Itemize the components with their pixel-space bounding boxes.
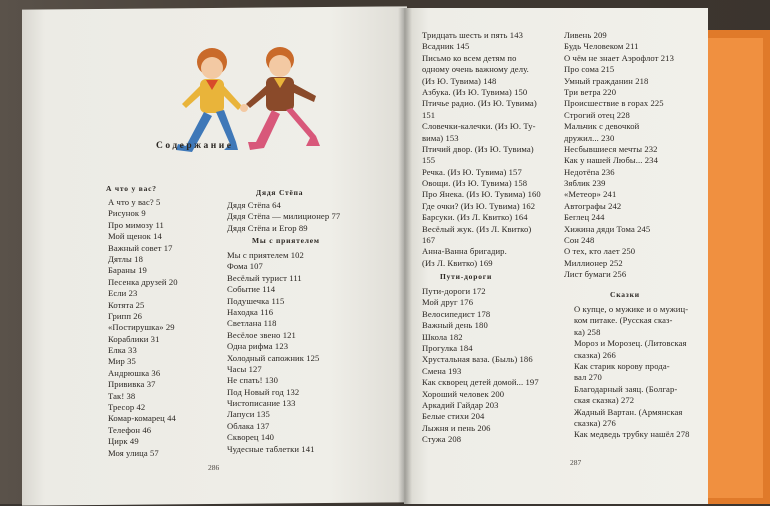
toc-entry: Дядя Стёпа — милиционер 77	[227, 211, 341, 222]
toc-entry: ком питаке. (Русская сказ-	[574, 315, 673, 326]
toc-entry: Прививка 37	[108, 379, 156, 390]
toc-entry: Подушечка 115	[227, 295, 285, 306]
toc-entry: Жадный Вартан. (Армянская	[574, 406, 683, 417]
toc-entry: Зяблик 239	[564, 178, 606, 189]
toc-entry: Лист бумаги 256	[564, 269, 627, 280]
toc-entry: А что у вас? 5	[108, 197, 161, 207]
toc-entry: Дядя Стёпа и Егор 89	[227, 222, 308, 233]
section-header-skazki: Сказки	[610, 290, 640, 299]
toc-entry: Овощи. (Из Ю. Тувима) 158	[422, 178, 528, 189]
toc-entry: «Постирушка» 29	[108, 322, 175, 333]
toc-entry: Всадник 145	[422, 41, 470, 52]
toc-entry: Если 23	[108, 288, 138, 299]
right-col1a-list	[422, 30, 541, 269]
toc-entry: Анна-Ванна бригадир.	[422, 246, 507, 257]
toc-entry: вал 270	[574, 372, 602, 383]
toc-entry: Про мимозу 11	[108, 219, 164, 230]
toc-entry: (Из Л. Квитко) 169	[422, 257, 493, 268]
toc-entry: Весёлое звено 121	[227, 329, 296, 340]
toc-entry: Пути-дороги 172	[422, 286, 486, 296]
toc-entry: Под Новый год 132	[227, 386, 300, 397]
toc-entry: Будь Человеком 211	[564, 41, 639, 52]
toc-entry: Моя улица 57	[108, 447, 159, 458]
toc-entry: Стужа 208	[422, 434, 462, 445]
toc-entry: 155	[422, 155, 436, 166]
toc-entry: Комар-комарец 44	[108, 413, 176, 424]
toc-entry: Рисунок 9	[108, 208, 146, 219]
toc-entry: Недотёпа 236	[564, 166, 615, 177]
toc-entry: Мальчик с девочкой	[564, 121, 640, 132]
toc-entry: Находка 116	[227, 306, 274, 317]
toc-entry: сказка) 276	[574, 417, 616, 428]
left-boy	[176, 48, 242, 152]
toc-entry: Важный совет 17	[108, 242, 173, 253]
toc-entry: Холодный сапожник 125	[227, 352, 320, 363]
toc-entry: Одна рифма 123	[227, 341, 289, 352]
toc-entry: Белые стихи 204	[422, 411, 485, 422]
toc-entry: Происшествие в горах 225	[564, 98, 664, 109]
toc-entry: Хороший человек 200	[422, 388, 505, 399]
toc-entry: Мы с приятелем 102	[227, 250, 304, 260]
toc-entry: Весёлый турист 111	[227, 272, 302, 283]
toc-entry: Не спать! 130	[227, 375, 279, 386]
toc-entry: сказка) 266	[574, 349, 616, 360]
toc-entry: Прогулка 184	[422, 342, 473, 353]
toc-entry: Котята 25	[108, 299, 145, 310]
toc-entry: Миллионер 252	[564, 257, 623, 268]
toc-entry: Птичье радио. (Из Ю. Тувима)	[422, 98, 537, 109]
contents-title: Содержание	[156, 141, 234, 151]
toc-entry: Письмо ко всем детям по	[422, 52, 517, 63]
toc-entry: Строгий отец 228	[564, 109, 630, 120]
toc-entry: О чём не знает Аэрофлот 213	[564, 52, 674, 63]
toc-entry: Азбука. (Из Ю. Тувима) 150	[422, 86, 528, 97]
toc-entry: Песенка друзей 20	[108, 276, 178, 287]
right-boy	[246, 47, 320, 150]
toc-entry: Мой друг 176	[422, 297, 474, 308]
toc-entry: Весёлый жук. (Из Л. Квитко)	[422, 223, 532, 234]
toc-entry: Фома 107	[227, 261, 263, 272]
toc-entry: Речка. (Из Ю. Тувима) 157	[422, 166, 522, 177]
toc-entry: Елка 33	[108, 345, 137, 356]
toc-entry: Тридцать шесть и пять 143	[422, 30, 524, 40]
toc-entry: Ливень 209	[564, 30, 607, 40]
toc-entry: Велосипедист 178	[422, 308, 491, 319]
toc-entry: Как у нашей Любы... 234	[564, 155, 658, 166]
section-header-a-chto-u-vas: А что у вас?	[106, 184, 157, 193]
toc-entry: Несбывшиеся мечты 232	[564, 143, 658, 154]
toc-entry: Беглец 244	[564, 212, 605, 223]
toc-entry: Хрустальная ваза. (Быль) 186	[422, 354, 533, 365]
toc-entry: Светлана 118	[227, 318, 277, 329]
toc-entry: Кораблики 31	[108, 333, 160, 344]
toc-entry: Смена 193	[422, 365, 462, 376]
toc-entry: Школа 182	[422, 331, 463, 342]
toc-entry: Барсуки. (Из Л. Квитко) 164	[422, 212, 528, 223]
toc-entry: Грипп 26	[108, 310, 143, 321]
toc-entry: «Метеор» 241	[564, 189, 617, 200]
toc-entry: Три ветра 220	[564, 86, 617, 97]
toc-entry: Словечки-калечки. (Из Ю. Ту-	[422, 121, 536, 132]
section-header-puti-dorogi: Пути-дороги	[440, 272, 493, 281]
toc-entry: ская сказка) 272	[574, 395, 635, 406]
left-col2a-list	[227, 200, 340, 234]
toc-entry: Как старик корову прода-	[574, 360, 670, 371]
toc-entry: Птичий двор. (Из Ю. Тувима)	[422, 143, 534, 154]
book-gutter	[398, 8, 412, 504]
toc-entry: Важный день 180	[422, 320, 488, 331]
toc-entry: 151	[422, 109, 436, 120]
section-header-dyadya-styopa: Дядя Стёпа	[256, 188, 304, 197]
right-col2b-list	[574, 304, 690, 441]
toc-entry: Умный гражданин 218	[564, 75, 649, 86]
toc-entry: Телефон 46	[108, 424, 152, 435]
toc-entry: Дядя Стёпа 64	[227, 200, 281, 210]
right-col1b-list	[422, 286, 539, 445]
toc-entry: О тех, кто лает 250	[564, 246, 636, 257]
toc-entry: Лыжня и пень 206	[422, 422, 491, 433]
right-col2a-list	[564, 30, 674, 281]
toc-entry: Мой щенок 14	[108, 231, 162, 242]
left-col2b-list	[227, 250, 319, 455]
toc-entry: Где очки? (Из Ю. Тувима) 162	[422, 200, 536, 211]
toc-entry: (Из Ю. Тувима) 148	[422, 75, 497, 86]
toc-entry: Благодарный заяц. (Болгар-	[574, 383, 678, 394]
toc-entry: одному очень важному делу.	[422, 64, 529, 75]
toc-entry: Бараны 19	[108, 265, 147, 276]
toc-entry: Событие 114	[227, 284, 276, 295]
toc-entry: Аркадий Гайдар 203	[422, 399, 499, 410]
toc-entry: Чудесные таблетки 141	[227, 443, 315, 454]
toc-entry: 167	[422, 235, 436, 246]
toc-entry: Хижина дяди Тома 245	[564, 223, 651, 234]
toc-entry: Часы 127	[227, 363, 262, 374]
toc-entry: Сон 248	[564, 235, 595, 246]
toc-entry: Скворец 140	[227, 432, 275, 443]
left-page-number: 286	[208, 463, 220, 472]
left-col1-list	[108, 197, 178, 459]
toc-entry: Автографы 242	[564, 200, 622, 211]
section-header-my-s-priyatelem: Мы с приятелем	[252, 236, 320, 245]
open-book	[10, 8, 710, 504]
right-page-number: 287	[570, 458, 582, 467]
toc-entry: Облака 137	[227, 420, 270, 431]
toc-entry: Про Янека. (Из Ю. Тувима) 160	[422, 189, 541, 200]
toc-entry: Тресор 42	[108, 402, 146, 413]
toc-entry: Так! 38	[108, 390, 136, 401]
toc-entry: Как медведь трубку нашёл 278	[574, 429, 690, 440]
toc-entry: Цирк 49	[108, 436, 139, 447]
toc-entry: О купце, о мужике и о мужиц-	[574, 304, 689, 314]
toc-entry: ка) 258	[574, 326, 601, 337]
toc-entry: Мир 35	[108, 356, 136, 367]
toc-entry: Как скворец детей домой... 197	[422, 377, 539, 388]
toc-entry: Лапуси 135	[227, 409, 270, 420]
toc-entry: Про сома 215	[564, 64, 615, 75]
toc-entry: Дятлы 18	[108, 253, 143, 264]
toc-entry: Мороз и Морозец. (Литовская	[574, 338, 687, 349]
toc-entry: Андрюшка 36	[108, 367, 161, 378]
toc-entry: дружил... 230	[564, 132, 615, 143]
toc-entry: Чистописание 133	[227, 398, 296, 409]
toc-entry: вима) 153	[422, 132, 459, 143]
